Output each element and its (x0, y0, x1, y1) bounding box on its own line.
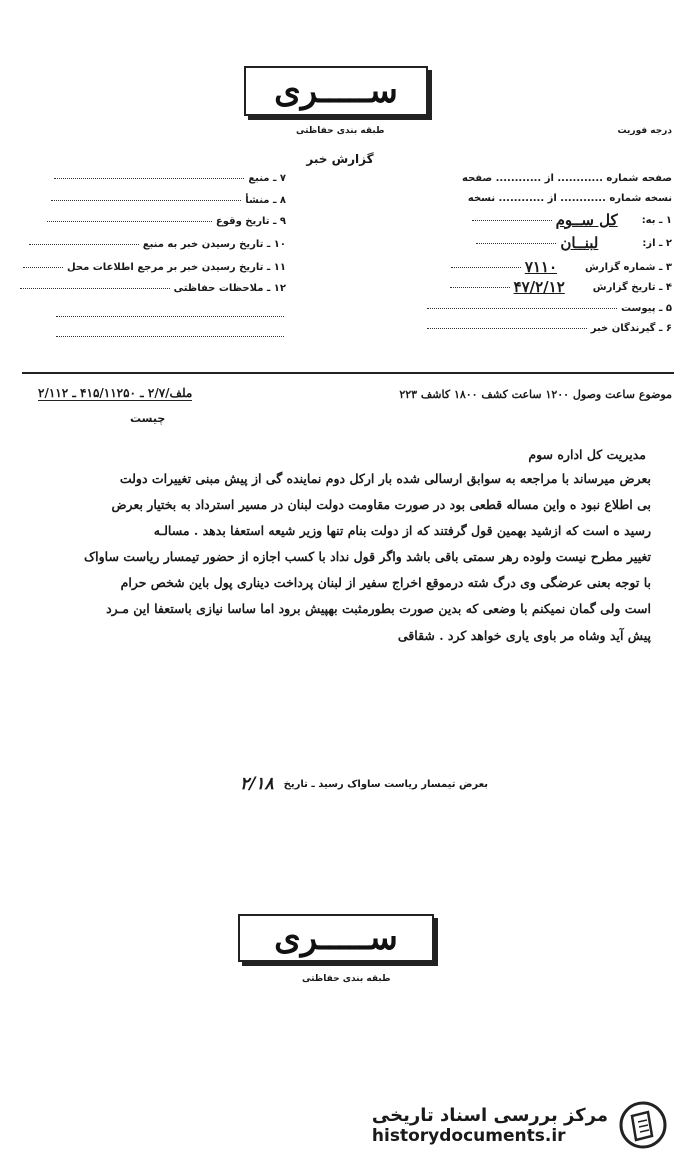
field-report-date-value: ۴۷/۲/۱۲ (513, 278, 565, 296)
field-from-value: لبنــان (560, 234, 599, 252)
watermark-name: مرکز بررسی اسناد تاریخی (371, 1104, 608, 1126)
top-stamp-text: ســـــرى (274, 71, 398, 111)
bottom-stamp-text: ســـــرى (274, 918, 398, 958)
field-origin: ۸ ـ منشأ (51, 195, 286, 206)
field-security-notes: ۱۲ ـ ملاحظات حفاظتی (20, 283, 286, 294)
field-source: ۷ ـ منبع (54, 173, 286, 184)
field-report-date: ۴ ـ تاریخ گزارش ۴۷/۲/۱۲ (450, 278, 672, 296)
field-attachment: ۵ ـ پیوست (427, 303, 672, 314)
field-to-value: کل ســوم (555, 211, 618, 229)
reference-note: چیست (130, 412, 166, 425)
subject-line: موضوع ساعت وصول ۱۲۰۰ ساعت کشف ۱۸۰۰ کاشف ۲۲۳ (399, 388, 672, 401)
field-page-number: صفحه شماره ............ از ............ صفحه (462, 173, 672, 184)
body-line-5: با توجه بعنی عرضگی وی درگ شته درموقع اخراج سفیر از لبنان پرداخت دیناری پول باین شخص حرام (120, 575, 651, 590)
field-event-date: ۹ ـ تاریخ وقوع (47, 216, 286, 227)
body-line-2: بی اطلاع نبود ه واین مساله قطعی بود در صورت مقاومت دولت لبنان در مسیر استرداد به بختیار بعرض (111, 497, 651, 512)
field-copy-number: نسخه شماره ............ از ............ نسخه (467, 193, 672, 204)
field-to: ۱ ـ به: کل ســوم (472, 211, 672, 229)
handwritten-note-date: ۲/۱۸ (240, 774, 274, 794)
left-blank-line-1 (56, 316, 284, 317)
watermark-url: historydocuments.ir (371, 1125, 566, 1146)
field-report-number-value: ۷۱۱۰ (524, 258, 558, 276)
report-title: گزارش خبر (306, 152, 374, 166)
handwritten-note (240, 774, 488, 794)
watermark-logo (372, 1100, 668, 1150)
field-from: ۲ ـ از: لبنــان (476, 234, 672, 252)
urgency-label: درجه فوریت (617, 126, 672, 136)
field-news-to-source-date: ۱۰ ـ تاریخ رسیدن خبر به منبع (29, 239, 286, 250)
body-line-3: رسید ه است که ازشید بهمین قول گرفتند که از دولت بنام تنها وزیر شیعه استعفا بدهد . مسالـه (153, 523, 651, 538)
field-report-number: ۳ ـ شماره گزارش ۷۱۱۰ (451, 258, 672, 276)
body-line-4: تغییر مطرح نیست ولوده رهر سمتی باقی باشد واگر قول نداد با کسب اجازه از حضور تیمسار ریاست ساواک (83, 549, 651, 564)
field-news-to-local-date: ۱۱ ـ تاریخ رسیدن خبر بر مرجع اطلاعات محل (23, 262, 286, 273)
classification-label: طبقه بندی حفاظتی (296, 126, 385, 136)
reference-number: ملف/۲/۷ ـ ۴۱۵/۱۱۲۵۰ ـ ۲/۱۱۲ (38, 386, 193, 400)
top-classification-stamp (244, 66, 428, 116)
handwritten-note-text: بعرض تیمسار ریاست ساواک رسید ـ تاریخ (283, 778, 489, 790)
body-line-1: بعرض میرساند با مراجعه به سوابق ارسالی شده بار ارکل دوم نماینده گی از پیش مبنی تغییرات دولت (119, 471, 651, 486)
header-divider (22, 372, 674, 374)
body-line-6: است ولی گمان نمیکنم با وضعی که بدین صورت بطورمثبت بهپیش برود اما ساسا نیازی باستعفا این مـرد (106, 601, 651, 616)
body-line-7: پیش آید وشاه مر باوی یاری خواهد کرد . شقاقی (397, 628, 651, 643)
bottom-classification-stamp (238, 914, 434, 962)
bottom-classification-label: طبقه بندی حفاظتی (302, 974, 391, 984)
left-blank-line-2 (56, 336, 284, 337)
field-recipients: ۶ ـ گیرندگان خبر (427, 323, 672, 334)
document-archive-icon (618, 1100, 668, 1150)
body-greeting: مدیریت کل اداره سوم (528, 447, 646, 462)
